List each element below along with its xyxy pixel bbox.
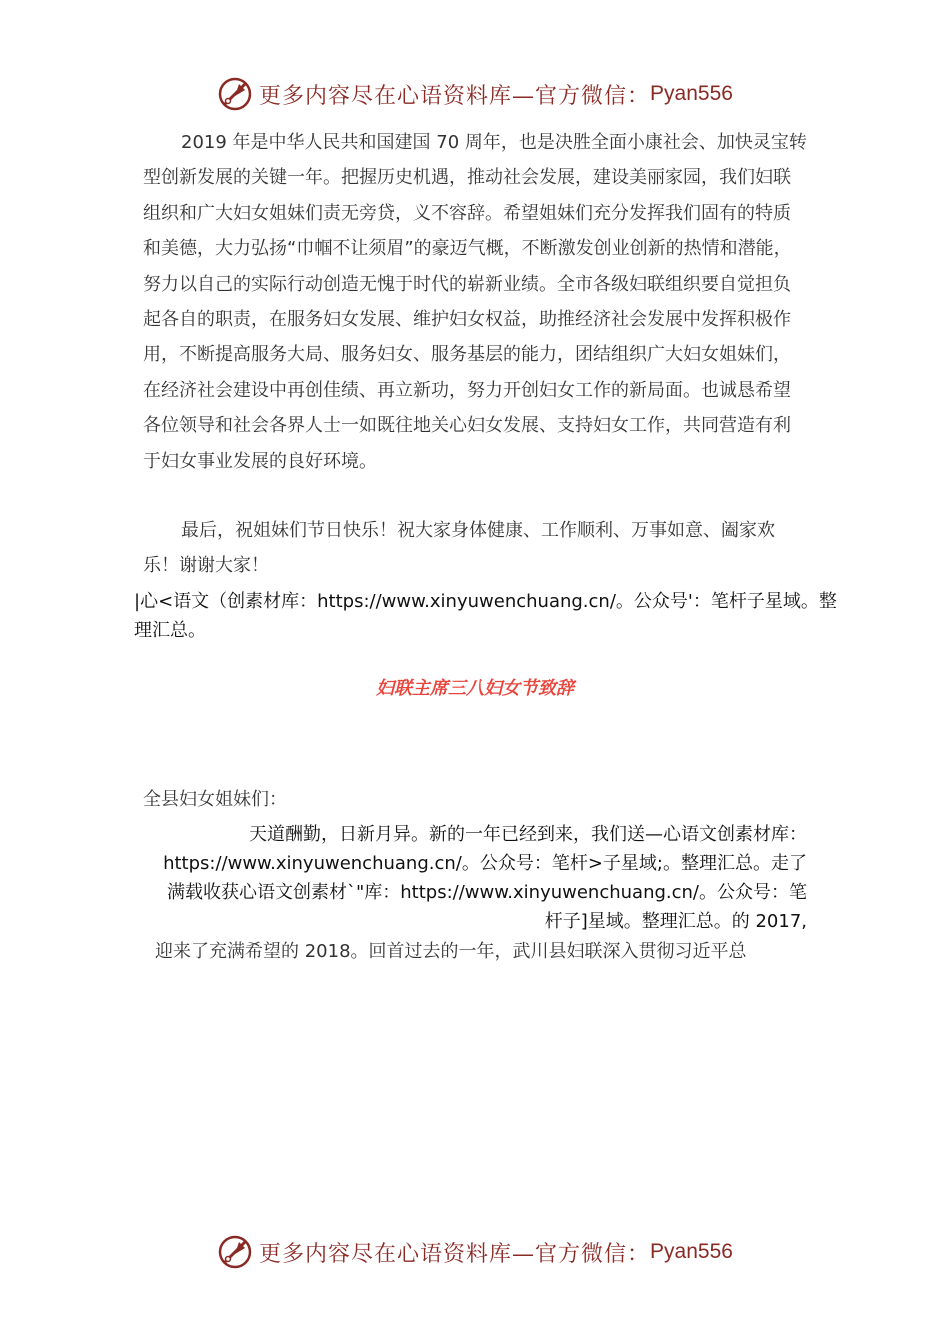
body-paragraph-1: 2019 年是中华人民共和国建国 70 周年，也是决胜全面小康社会、加快灵宝转型创新发展的关键一年。把握历史机遇，推动社会发展，建设美丽家园，我们妇联组织和广大妇女姐妹们责无旁贷，义不容辞。希望姐妹们充分发挥我们固有的特质和美德，大力弘扬“巾帼不让须眉”的豪迈气概，不断激发创业创新的热情和潜能，努力以自己的实际行动创造无愧于时代的崭新业绩。全市各级妇联组织要自觉担负起各自的职责，在服务妇女发展、维护妇女权益，助推经济社会发展中发挥积极作用，不断提高服务大局、服务妇女、服务基层的能力，团结组织广大妇女姐妹们，在经济社会建设中再创佳绩、再立新功，努力开创妇女工作的新局面。也诚恳希望各位领导和社会各界人士一如既往地关心妇女发展、支持妇女工作，共同营造有利于妇女事业发展的良好环境。 — [143, 132, 807, 472]
section-heading: 妇联主席三八妇女节致辞 — [376, 678, 574, 699]
paragraph-4-line-4: 杆子]星域。整理汇总。的 2017, — [544, 911, 807, 932]
header-wechat-id: Pyan556 — [650, 82, 733, 105]
paragraph-4-line-1: 天道酬勤，日新月异。新的一年已经到来，我们送—心语文创素材库： — [249, 824, 807, 845]
body-paragraph-5: 迎来了充满希望的 2018。回首过去的一年，武川县妇联深入贯彻习近平总 — [155, 941, 747, 962]
header-banner-text: 更多内容尽在心语资料库—官方微信： — [259, 83, 651, 109]
body-paragraph-2: 最后，祝姐妹们节日快乐！祝大家身体健康、工作顺利、万事如意、阖家欢乐！谢谢大家！ — [143, 520, 775, 577]
paragraph-4-line-2: https://www.xinyuwenchuang.cn/。公众号：笔杆>子星域;。整理汇总。走了 — [163, 853, 807, 874]
greeting: 全县妇女姐妹们： — [143, 789, 287, 810]
pen-logo-icon — [217, 1234, 253, 1270]
footer-banner — [0, 1228, 950, 1276]
pen-logo-icon — [217, 76, 253, 112]
body-paragraph-3: |心<语文（创素材库：https://www.xinyuwenchuang.cn/。公众号'：笔杆子星域。整理汇总。 — [134, 591, 837, 641]
footer-banner-text: 更多内容尽在心语资料库—官方微信： — [259, 1241, 651, 1267]
footer-wechat-id: Pyan556 — [650, 1240, 733, 1263]
header-banner — [0, 70, 950, 118]
body-paragraph-4 — [135, 820, 807, 936]
paragraph-4-line-3: 满载收获心语文创素材`"库：https://www.xinyuwenchuang.cn/。公众号：笔 — [166, 882, 807, 903]
